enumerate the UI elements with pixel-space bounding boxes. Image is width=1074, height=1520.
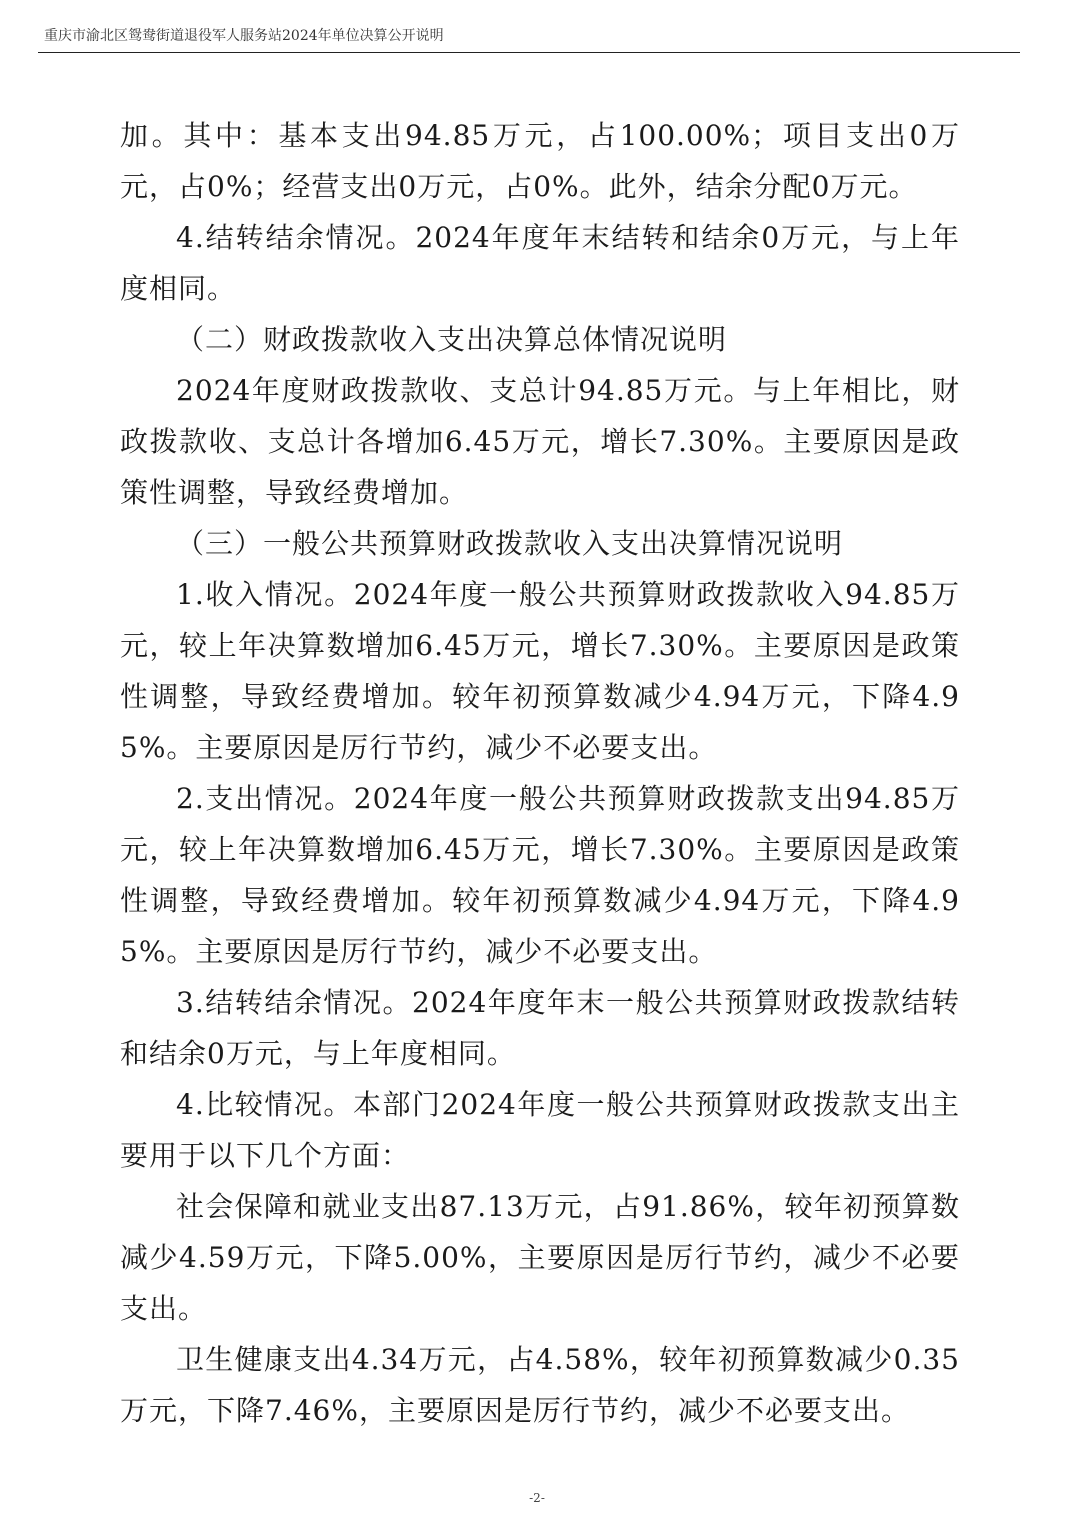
section-heading-fiscal-appropriation-overall: （二）财政拨款收入支出决算总体情况说明 (176, 323, 728, 356)
page-number: -2- (529, 1491, 545, 1505)
paragraph-income-situation: 1.收入情况。2024年度一般公共预算财政拨款收入94.85万元，较上年决算数增加6.45万元，增长7.30%。主要原因是政策性调整，导致经费增加。较年初预算数减少4.94万元，下降4.95%。主要原因是厉行节约，减少不必要支出。 (120, 578, 960, 764)
paragraph-health-expense: 卫生健康支出4.34万元，占4.58%，较年初预算数减少0.35万元，下降7.46%，主要原因是厉行节约，减少不必要支出。 (120, 1343, 960, 1427)
document-body (120, 110, 960, 1436)
document-header: 重庆市渝北区鸳鸯街道退役军人服务站2024年单位决算公开说明 (44, 28, 444, 44)
paragraph-expenditure-situation: 2.支出情况。2024年度一般公共预算财政拨款支出94.85万元，较上年决算数增加6.45万元，增长7.30%。主要原因是政策性调整，导致经费增加。较年初预算数减少4.94万元，下降4.95%。主要原因是厉行节约，减少不必要支出。 (120, 782, 960, 968)
paragraph-expense-breakdown-continued: 加。其中：基本支出94.85万元，占100.00%；项目支出0万元，占0%；经营支出0万元，占0%。此外，结余分配0万元。 (120, 119, 960, 203)
paragraph-carryover-balance: 4.结转结余情况。2024年度年末结转和结余0万元，与上年度相同。 (120, 221, 960, 305)
paragraph-comparison-situation: 4.比较情况。本部门2024年度一般公共预算财政拨款支出主要用于以下几个方面： (120, 1088, 960, 1172)
paragraph-social-security-expense: 社会保障和就业支出87.13万元，占91.86%，较年初预算数减少4.59万元，下降5.00%，主要原因是厉行节约，减少不必要支出。 (120, 1190, 960, 1325)
paragraph-fiscal-appropriation-total: 2024年度财政拨款收、支总计94.85万元。与上年相比，财政拨款收、支总计各增加6.45万元，增长7.30%。主要原因是政策性调整，导致经费增加。 (120, 374, 960, 509)
header-divider (38, 52, 1020, 53)
paragraph-carryover-situation: 3.结转结余情况。2024年度年末一般公共预算财政拨款结转和结余0万元，与上年度相同。 (120, 986, 960, 1070)
section-heading-general-public-budget: （三）一般公共预算财政拨款收入支出决算情况说明 (176, 527, 844, 560)
